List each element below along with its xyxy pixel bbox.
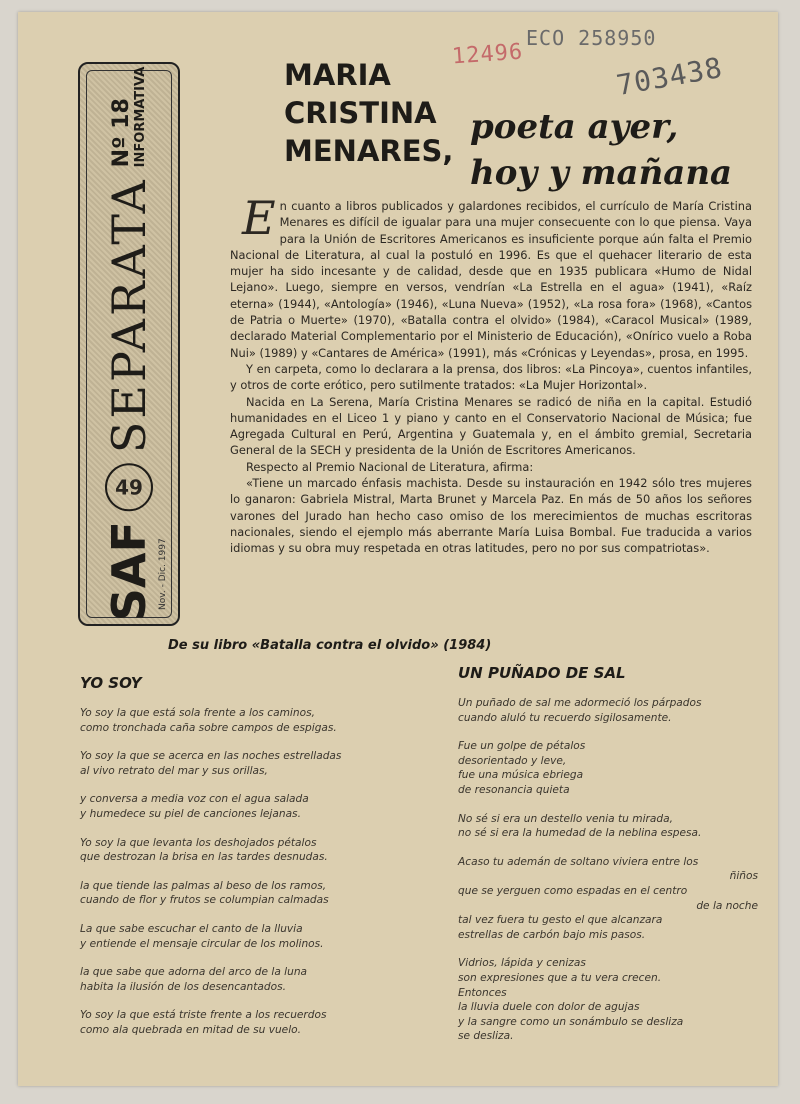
article-paragraph-1: En cuanto a libros publicados y galardones recibidos, el currículo de María Cristina Menares es difícil de igualar para una mujer consecuente con lo que piensa. Vaya para la Unión de Escritores Americanos es insuficiente porque aún falta el Premio Nacional de Literatura, al cual la postuló en 1996. Es que el quehacer literario de esta mujer ha sido incesante y de calidad, desde que en 1935 publicara «Humo de Nidal Lejano». Luego, siempre en versos, vendrían «La Estrella en el agua» (1941), «Raíz eterna» (1944), «Antología» (1946), «Luna Nueva» (1952), «La rosa fora» (1968), «Cantos de Patria o Muerte» (1970), «Batalla contra el olvido» (1984), «Caracol Musical» (1989, declarado Material Complementario por el Ministerio de Educación), «Onírico vuelo a Roba Nui» (1989) y «Cantares de América» (1991), más «Crónicas y Leyendas», prosa, en 1995. <box>230 191 752 360</box>
poem-line: Acaso tu ademán de soltano viviera entre los <box>458 855 699 868</box>
poem-line: y conversa a media voz con el agua salada <box>80 793 309 806</box>
saf-brand: SAF <box>102 521 156 622</box>
issue-number-circle: 49 <box>105 463 153 511</box>
poem-line: fue una música ebriega <box>458 769 584 782</box>
poem-stanza <box>458 812 758 841</box>
poem-right-body <box>458 696 758 1058</box>
handwritten-number: 703438 <box>613 50 726 103</box>
poem-line: que se yerguen como espadas en el centro <box>458 884 688 897</box>
document-page <box>18 12 778 1086</box>
poem-line: desorientado y leve, <box>458 754 567 767</box>
poem-line: no sé si era la humedad de la neblina espesa. <box>458 827 702 840</box>
poem-stanza <box>80 922 420 951</box>
article-subtitle <box>470 104 732 196</box>
poem-left-body <box>80 706 420 1052</box>
separata-title: SEPARATA <box>102 177 156 454</box>
separata-sidebar-banner <box>78 62 180 626</box>
poem-line: cuando de flor y frutos se columpian calmadas <box>80 894 329 907</box>
poem-line: como ala quebrada en mitad de su vuelo. <box>80 1023 301 1036</box>
poem-stanza <box>80 836 420 865</box>
sidebar-section: INFORMATIVA <box>132 66 148 168</box>
poem-stanza <box>80 1008 420 1037</box>
poem-line: la lluvia duele con dolor de agujas <box>458 1001 640 1014</box>
article-paragraph-5: «Tiene un marcado énfasis machista. Desde su instauración en 1942 sólo tres mujeres lo ganaron: Gabriela Mistral, Marta Brunet y Marcela Paz. En más de 50 años los señores varones del Jurado han hecho caso omiso de los merecimientos de muchas escritoras nacionales, siendo el ejemplo más aberrante María Luisa Bombal. Fue traducida a varios idiomas y su obra muy respetada en otras latitudes, pero no por sus compatriotas». <box>230 476 752 556</box>
poem-line: son expresiones que a tu vera crecen. <box>458 971 662 984</box>
poem-line: de resonancia quieta <box>458 783 570 796</box>
poem-stanza <box>80 965 420 994</box>
poem-stanza <box>458 855 758 943</box>
poem-line: Yo soy la que se acerca en las noches estrelladas <box>80 750 342 763</box>
catalog-code-stamp: ECO 258950 <box>526 26 657 50</box>
poem-stanza <box>80 792 420 821</box>
poem-line: Yo soy la que levanta los deshojados pétalos <box>80 836 317 849</box>
poem-line: ñiños <box>729 870 758 883</box>
article-body <box>230 191 752 557</box>
poem-line: Yo soy la que está sola frente a los caminos, <box>80 707 315 719</box>
poem-line: La que sabe escuchar el canto de la lluvia <box>80 922 303 935</box>
red-handwritten-number: 12496 <box>451 39 525 70</box>
poem-line: la que tiende las palmas al beso de los ramos, <box>80 879 327 892</box>
poem-line: Entonces <box>458 986 507 999</box>
poem-line: que destrozan la brisa en las tardes desnudas. <box>80 851 328 864</box>
article-paragraph-4: Respecto al Premio Nacional de Literatura, afirma: <box>246 459 534 474</box>
poem-line: y humedece su piel de canciones lejanas. <box>80 807 301 820</box>
drop-cap: E <box>242 191 276 245</box>
poem-stanza <box>458 956 758 1044</box>
poem-line: cuando aluló tu recuerdo sigilosamente. <box>458 711 672 724</box>
article-paragraph-2: Y en carpeta, como lo declarara a la prensa, dos libros: «La Pincoya», cuentos infantiles, y otros de corte erótico, pero sutilmente tratados: «La Mujer Horizontal». <box>230 361 752 393</box>
headline-line-2: CRISTINA <box>284 96 437 130</box>
poem-line: se desliza. <box>458 1030 514 1043</box>
poem-line: estrellas de carbón bajo mis pasos. <box>458 928 646 941</box>
poem-stanza <box>80 749 420 778</box>
poem-line: No sé si era un destello venia tu mirada, <box>458 812 673 825</box>
poem-line: y la sangre como un sonámbulo se desliza <box>458 1015 684 1028</box>
poem-stanza <box>458 696 758 725</box>
sidebar-date: Nov. - Dic. 1997 <box>158 538 168 610</box>
poem-line: de la noche <box>696 899 758 912</box>
poem-stanza <box>80 706 420 735</box>
sidebar-number: Nº 18 <box>108 98 134 168</box>
poem-line: tal vez fuera tu gesto el que alcanzara <box>458 914 663 927</box>
poem-line: Un puñado de sal me adormeció los párpados <box>458 697 702 709</box>
poem-line: como tronchada caña sobre campos de espigas. <box>80 721 337 734</box>
poem-stanza <box>458 739 758 797</box>
article-headline <box>284 56 453 170</box>
article-paragraph-3: Nacida en La Serena, María Cristina Menares se radicó de niña en la capital. Estudió humanidades en el Liceo 1 y piano y canto en el Conservatorio Nacional de Música; fue Agregada Cultural en Perú, Argentina y Guatemala y, en el ámbito gremial, Secretaria General de la SECH y presidenta de la Unión de Escritores Americanos. <box>230 394 752 458</box>
subtitle-line-1: poeta ayer, <box>470 107 679 147</box>
poem-line: habita la ilusión de los desencantados. <box>80 980 286 993</box>
poem-line: y entiende el mensaje circular de los molinos. <box>80 937 324 950</box>
sidebar-vertical-title <box>102 67 156 622</box>
poem-line: Vidrios, lápida y cenizas <box>458 957 586 970</box>
poem-line: la que sabe que adorna del arco de la luna <box>80 966 308 979</box>
poem-left-title: YO SOY <box>80 674 142 692</box>
poem-line: Fue un golpe de pétalos <box>458 740 586 753</box>
poems-section-heading: De su libro «Batalla contra el olvido» (1984) <box>168 638 492 653</box>
headline-line-3: MENARES, <box>284 134 454 168</box>
headline-line-1: MARIA <box>284 58 391 92</box>
subtitle-line-2: hoy y mañana <box>470 153 733 193</box>
poem-line: Yo soy la que está triste frente a los recuerdos <box>80 1009 327 1022</box>
sidebar-right-block <box>110 67 148 168</box>
poem-right-title: UN PUÑADO DE SAL <box>458 664 626 682</box>
poem-line: al vivo retrato del mar y sus orillas, <box>80 764 268 777</box>
poem-stanza <box>80 879 420 908</box>
